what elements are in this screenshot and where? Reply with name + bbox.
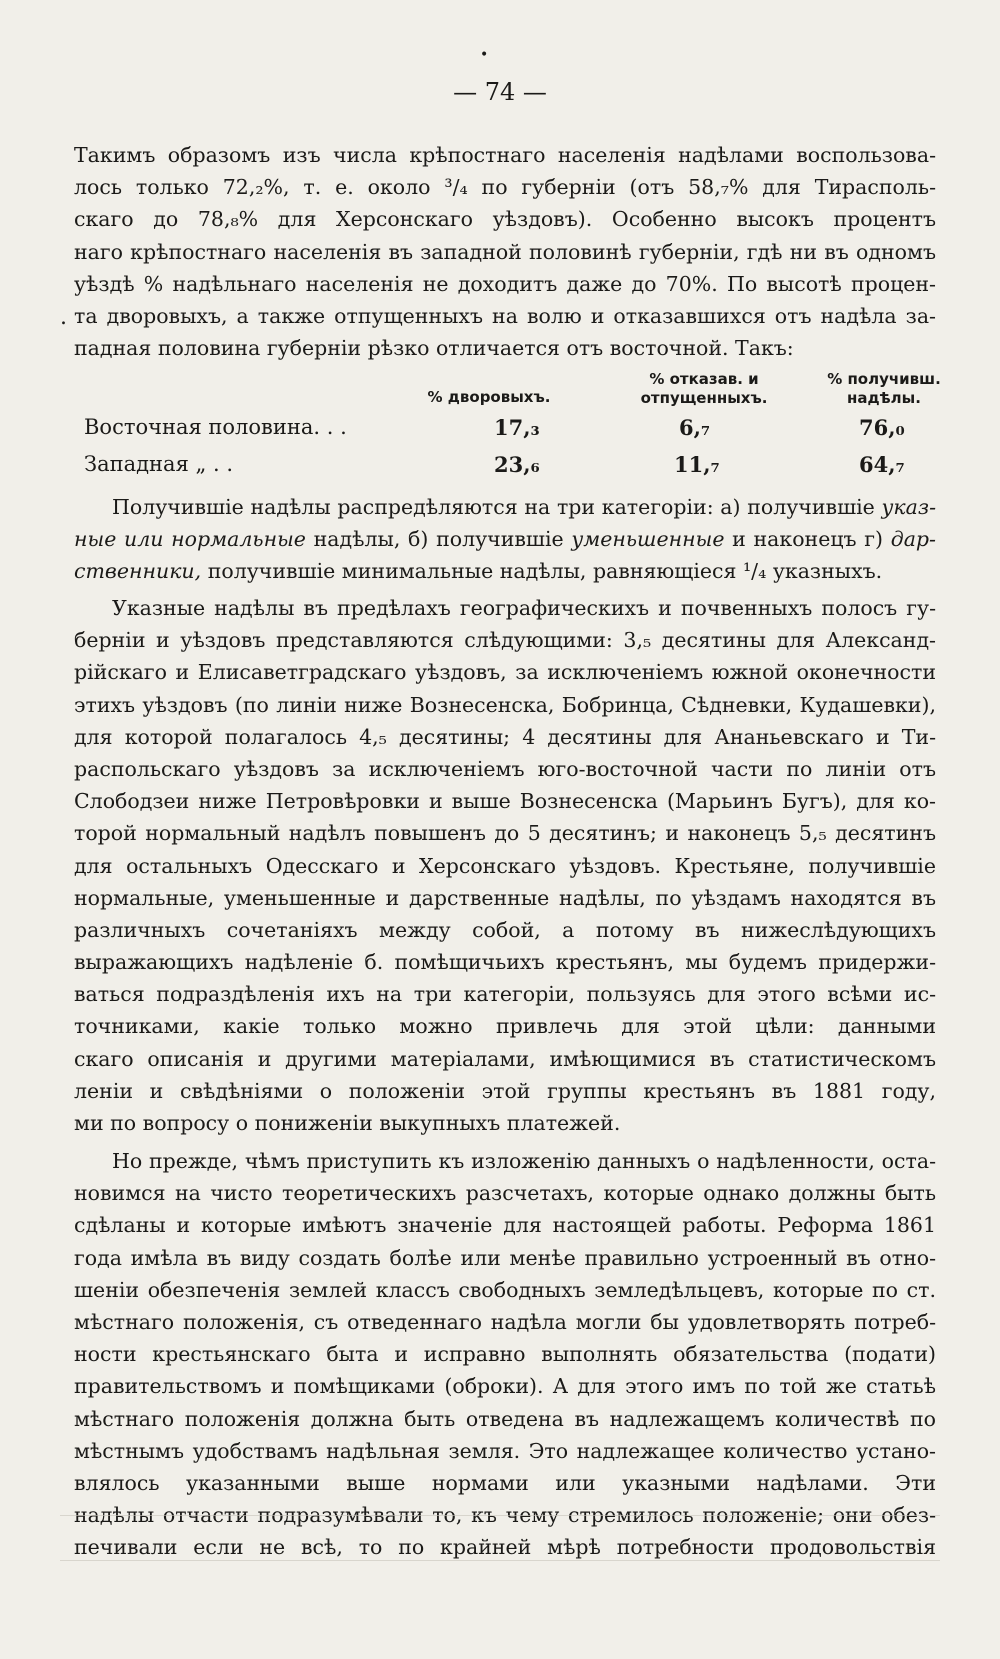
- italic-run: уменьшенные: [571, 527, 725, 552]
- text-line: рійскаго и Елисаветградскаго уѣздовъ, за исключеніемъ южной оконечности: [74, 660, 936, 685]
- text-run: Получившіе надѣлы распредѣляются на три категоріи: а) получившіе: [112, 495, 875, 519]
- text-line: года имѣла въ виду создать болѣе или менѣе правильно устроенный въ отно-: [74, 1245, 936, 1270]
- col-header-poluchivsh: [814, 370, 954, 408]
- col-header-line: отпущенныхъ.: [640, 389, 768, 407]
- text-line: [74, 555, 936, 587]
- text-line: влялось указанными выше нормами или указными надѣлами. Эти: [74, 1470, 936, 1495]
- row-label: Западная „ . .: [84, 452, 234, 476]
- text-line: Указные надѣлы въ предѣлахъ географическихъ и почвенныхъ полосъ гу-: [112, 596, 936, 620]
- text-line: нормальные, уменьшенные и дарственные надѣлы, по уѣздамъ находятся въ: [74, 885, 936, 910]
- margin-dot: .: [60, 305, 67, 330]
- col-header-otkazav: [614, 370, 794, 408]
- text-line: новимся на чисто теоретическихъ разсчетахъ, которые однако должны быть: [74, 1181, 936, 1206]
- text-line: печивали если не всѣ, то по крайней мѣрѣ потребности продовольствія: [74, 1535, 936, 1560]
- text-line: лось только 72,₂%, т. е. около ³/₄ по губерніи (отъ 58,₇% для Тирасполь-: [74, 175, 936, 200]
- cell-otkazav: 6,₇: [679, 415, 711, 440]
- text-line: мѣстнымъ удобствамъ надѣльная земля. Это надлежащее количество устано-: [74, 1438, 936, 1463]
- text-line: мѣстнаго положенія, съ отведеннаго надѣла могли бы удовлетворять потреб-: [74, 1309, 936, 1334]
- text-line: та дворовыхъ, а также отпущенныхъ на волю и отказавшихся отъ надѣла за-: [74, 303, 936, 328]
- text-line: леніи и свѣдѣніями о положеніи этой группы крестьянъ въ 1881 году,: [74, 1078, 936, 1103]
- text-line: мѣстнаго положенія должна быть отведена въ надлежащемъ количествѣ по: [74, 1406, 936, 1431]
- text-line: уѣздѣ % надѣльнаго населенія не доходитъ даже до 70%. По высотѣ процен-: [74, 271, 936, 296]
- text-line: выражающихъ надѣленіе б. помѣщичьихъ крестьянъ, мы будемъ придержи-: [74, 950, 936, 975]
- text-line: скаго описанія и другими матеріалами, имѣющимися въ статистическомъ: [74, 1046, 936, 1071]
- col-header-line: % отказав. и: [649, 370, 759, 388]
- text-line: [74, 523, 936, 555]
- italic-run: указ-: [881, 495, 936, 519]
- italic-run: ные или нормальные: [74, 527, 306, 552]
- text-line: сдѣланы и которые имѣютъ значеніе для настоящей работы. Реформа 1861: [74, 1213, 936, 1238]
- table-row: [74, 452, 936, 486]
- text-line: различныхъ сочетаніяхъ между собой, а потому въ нижеслѣдующихъ: [74, 917, 936, 942]
- text-run: и наконецъ г): [732, 527, 884, 552]
- text-line: правительствомъ и помѣщиками (оброки). А для этого имъ по той же статьѣ: [74, 1374, 936, 1399]
- table-row: [74, 415, 936, 449]
- text-line: распольскаго уѣздовъ за исключеніемъ юго-восточной части по линіи отъ: [74, 756, 936, 781]
- text-line: точниками, какіе только можно привлечь для этой цѣли: данными: [74, 1014, 936, 1039]
- table-header: [74, 368, 941, 420]
- text-line: скаго до 78,₈% для Херсонскаго уѣздовъ). Особенно высокъ процентъ: [74, 207, 936, 232]
- cell-poluchivsh: 64,₇: [859, 452, 905, 477]
- col-header-line: % получивш.: [827, 370, 941, 388]
- text-line: этихъ уѣздовъ (по линіи ниже Вознесенска, Бобринца, Сѣдневки, Кудашевки),: [74, 692, 936, 717]
- paragraph-2: [74, 491, 936, 588]
- row-label: Восточная половина. . .: [84, 415, 347, 439]
- text-run: получившіе минимальные надѣлы, равняющіеся ¹/₄ указныхъ.: [207, 559, 883, 584]
- text-line: Слободзеи ниже Петровѣровки и выше Вознесенска (Марьинъ Бугъ), для ко-: [74, 789, 936, 814]
- text-line: Но прежде, чѣмъ приступить къ изложенію данныхъ о надѣленности, оста-: [112, 1149, 936, 1173]
- text-line: для которой полагалось 4,₅ десятины; 4 десятины для Ананьевскаго и Ти-: [74, 724, 936, 749]
- italic-run: ственники,: [74, 559, 202, 584]
- text-line: надѣлы отчасти подразумѣвали то, къ чему стремилось положеніе; они обез-: [74, 1503, 936, 1528]
- text-run: надѣлы, б) получившіе: [313, 527, 564, 552]
- print-speck: •: [480, 47, 489, 63]
- col-header-dvorovykh: % дворовыхъ.: [427, 388, 551, 406]
- cell-dvorovykh: 17,₃: [494, 415, 540, 440]
- text-line: шеніи обезпеченія землей классъ свободныхъ земледѣльцевъ, которые по ст.: [74, 1277, 936, 1302]
- paragraph-1: [74, 139, 936, 364]
- text-line: падная половина губерніи рѣзко отличается отъ восточной. Такъ:: [74, 336, 794, 361]
- text-line: ности крестьянскаго быта и исправно выполнять обязательства (подати): [74, 1342, 936, 1367]
- page-number: — 74 —: [453, 78, 547, 106]
- col-header-line: надѣлы.: [847, 389, 921, 407]
- italic-run: дар-: [890, 527, 936, 552]
- text-line: ми по вопросу о пониженіи выкупныхъ платежей.: [74, 1111, 621, 1135]
- cell-poluchivsh: 76,₀: [859, 415, 905, 440]
- text-line: торой нормальный надѣлъ повышенъ до 5 десятинъ; и наконецъ 5,₅ десятинъ: [74, 821, 936, 846]
- paragraph-4: [74, 1145, 936, 1563]
- cell-otkazav: 11,₇: [674, 452, 720, 477]
- paragraph-3: [74, 592, 936, 1139]
- text-line: наго крѣпостнаго населенія въ западной половинѣ губерніи, гдѣ ни въ одномъ: [74, 239, 936, 264]
- cell-dvorovykh: 23,₆: [494, 452, 540, 477]
- text-line: Такимъ образомъ изъ числа крѣпостнаго населенія надѣлами воспользова-: [74, 143, 936, 167]
- text-line: ваться подраздѣленія ихъ на три категоріи, пользуясь для этого всѣми ис-: [74, 982, 936, 1007]
- bleed-through-rule: [60, 1515, 940, 1561]
- text-line: берніи и уѣздовъ представляются слѣдующими: 3,₅ десятины для Александ-: [74, 628, 936, 653]
- text-line: для остальныхъ Одесскаго и Херсонскаго уѣздовъ. Крестьяне, получившіе: [74, 853, 936, 878]
- text-line: [74, 491, 936, 523]
